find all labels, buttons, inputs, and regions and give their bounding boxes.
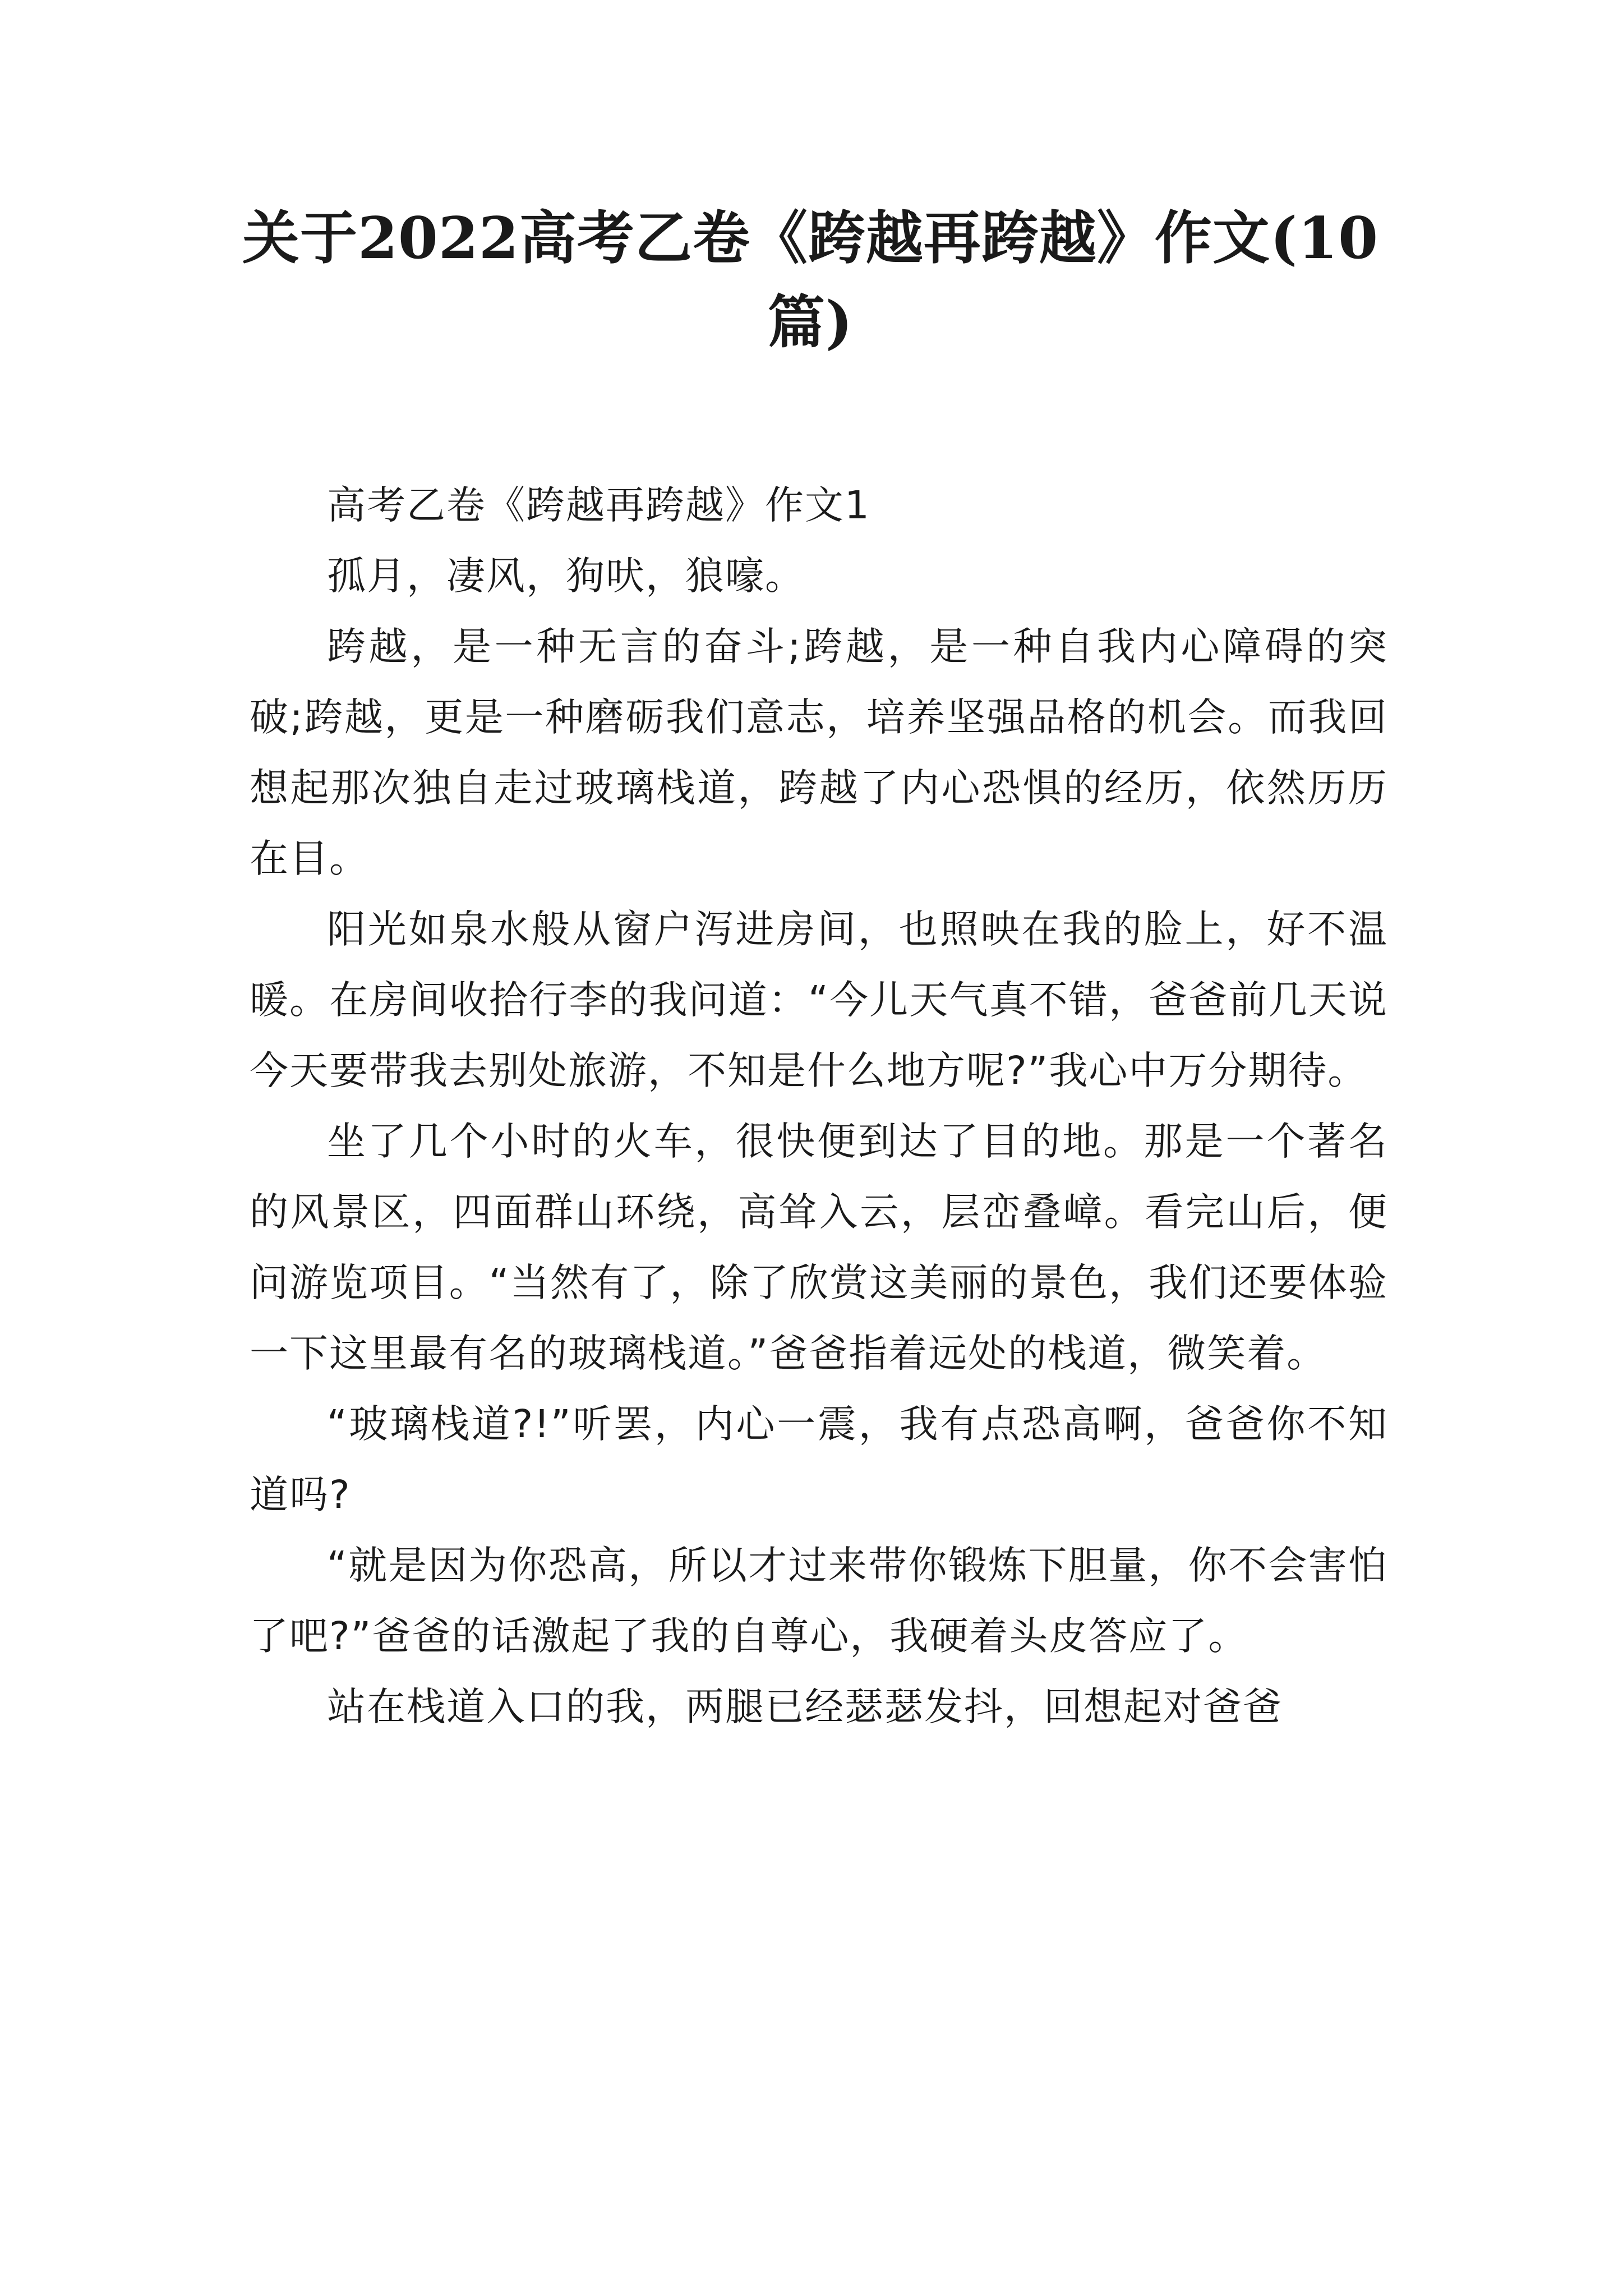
paragraph: 阳光如泉水般从窗户泻进房间，也照映在我的脸上，好不温暖。在房间收拾行李的我问道：“今儿天气真不错，爸爸前几天说今天要带我去别处旅游，不知是什么地方呢?”我心中万分期待。 (250, 907, 1388, 1093)
paragraph: 站在栈道入口的我，两腿已经瑟瑟发抖，回想起对爸爸 (327, 1685, 1283, 1729)
paragraph: 跨越，是一种无言的奋斗;跨越，是一种自我内心障碍的突破;跨越，更是一种磨砺我们意志，培养坚强品格的机会。而我回想起那次独自走过玻璃栈道，跨越了内心恐惧的经历，依然历历在目。 (250, 624, 1388, 881)
section-heading: 高考乙卷《跨越再跨越》作文1 (327, 483, 870, 528)
document-title: 关于2022高考乙卷《跨越再跨越》作文(10篇) (242, 205, 1379, 356)
paragraph: 坐了几个小时的火车，很快便到达了目的地。那是一个著名的风景区，四面群山环绕，高耸入云，层峦叠嶂。看完山后，便问游览项目。“当然有了，除了欣赏这美丽的景色，我们还要体验一下这里最有名的玻璃栈道。”爸爸指着远处的栈道，微笑着。 (250, 1119, 1388, 1376)
paragraph: “就是因为你恐高，所以才过来带你锻炼下胆量，你不会害怕了吧?”爸爸的话激起了我的自尊心，我硬着头皮答应了。 (250, 1543, 1388, 1659)
paragraph: 孤月，凄风，狗吠，狼嚎。 (327, 554, 805, 599)
document-body (250, 470, 1388, 1742)
paragraph: “玻璃栈道?!”听罢，内心一震，我有点恐高啊，爸爸你不知道吗? (250, 1402, 1388, 1517)
